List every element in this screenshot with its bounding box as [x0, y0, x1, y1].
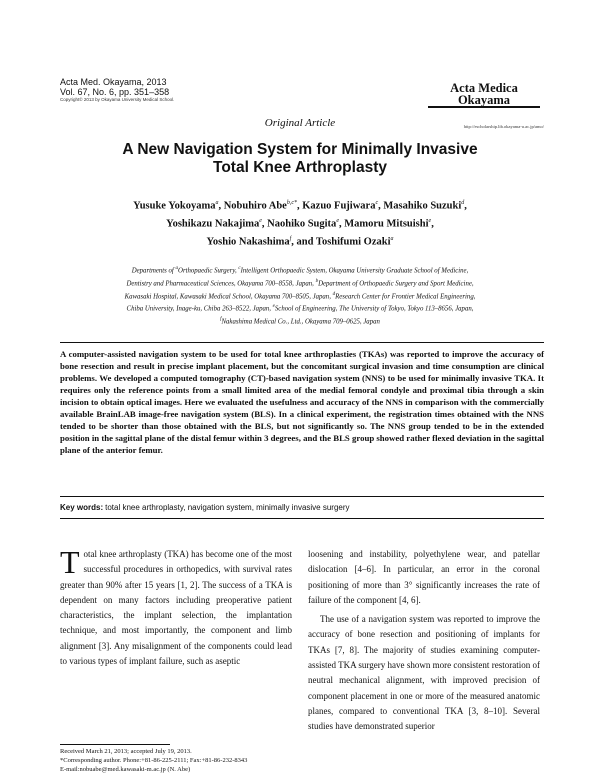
article-type: Original Article	[264, 117, 336, 129]
citation-journal-year: Acta Med. Okayama, 2013	[60, 77, 167, 87]
journal-url[interactable]: http://escholarship.lib.okayama-u.ac.jp/amo/	[463, 124, 544, 129]
journal-citation	[60, 77, 320, 103]
author-name: Toshifumi Ozaki	[315, 236, 391, 248]
author-affil-mark: e	[428, 218, 432, 224]
keywords	[60, 503, 544, 512]
affiliations	[60, 264, 540, 328]
author-affil-mark: d	[461, 200, 465, 206]
affiliation-line: Chiba University, Inage-ku, Chiba 263–8522, Japan, $^e$School of Engineering, The University of Tokyo, Tokyo 113–8656, Japan,	[126, 304, 474, 313]
affiliation-line: Dentistry and Pharmaceutical Sciences, Okayama 700–8558, Japan, $^b$Department of Orthopaedic Surgery and Sport Medicine,	[126, 278, 474, 288]
footnote-email[interactable]: E-mail:nobuabe@med.kawasaki-m.ac.jp (N. Abe)	[60, 766, 191, 773]
paper-title-line1: A New Navigation System for Minimally Invasive	[122, 141, 478, 158]
author-affil-mark: c	[375, 200, 379, 206]
abstract-top-rule	[60, 342, 544, 343]
footnote-corresponding: *Corresponding author. Phone:+81-86-225-2111; Fax:+81-86-232-8343	[60, 757, 248, 764]
body-column-right	[308, 547, 540, 735]
keywords-list: total knee arthroplasty, navigation system, minimally invasive surgery	[105, 503, 350, 512]
author-affil-mark: f	[289, 236, 292, 242]
author-list: Yusuke Yokoyama$^a$, Nobuhiro Abe$^{b,c*}$, Kazuo Fujiwara$^c$, Masahiko Suzuki$^d$, Yoshikazu Nakajima$^e$, Naohiko Sugita$^e$, Mamoru Mitsuishi$^e$, Yoshio Nakashima$^f$, and Toshifumi Ozaki$^a$	[133, 200, 467, 248]
author-affil-mark: e	[336, 218, 339, 224]
drop-cap: T	[60, 547, 80, 580]
keywords-label: Key words:	[60, 503, 104, 512]
journal-logo-line2: Okayama	[457, 93, 511, 107]
abstract-bottom-rule	[60, 496, 544, 497]
author-affil-mark: a	[215, 200, 219, 206]
affiliation-line: $^f$Nakashima Medical Co., Ltd., Okayama 709–0625, Japan	[220, 317, 380, 326]
author-name: Masahiko Suzuki	[383, 200, 462, 212]
body-paragraph: loosening and instability, polyethylene wear, and patellar dislocation [4–6]. In particular, an error in the coronal positioning of more than 3° significantly increases the rate of failure of the component [4, 6].	[308, 549, 540, 605]
journal-logo-line1: Acta Medica	[450, 81, 518, 95]
author-name: Kazuo Fujiwara	[302, 200, 376, 212]
author-name: Yoshikazu Nakajima	[166, 218, 260, 230]
journal-logo	[428, 82, 540, 108]
author-affil-mark: e	[259, 218, 262, 224]
author-affil-mark: b,c*	[286, 200, 297, 206]
abstract: A computer-assisted navigation system to be used for total knee arthroplasties (TKAs) was reported to improve the accuracy of bone resection and result in precise implant placement, but the concomitant surgical invasion and time consumption are clinical problems. We developed a computed tomography (CT)-based navigation system (NNS) to be used for minimally invasive TKA. It requires only the reference points from a small limited area of the medial femoral condyle and proximal tibia through a skin incision to obtain optical images. Here we evaluated the usefulness and accuracy of the NNS in comparison with the commercially available BrainLAB image-free navigation system (BLS). In a clinical experiment, the registration times obtained with the NNS tended to be shorter than those obtained with the BLS, but not significantly so. The NNS group tended to be in the extended position in the sagittal plane of the distal femur within 3 degrees, and the BLS group showed rather flexed deviation in the sagittal plane of the anterior femur.	[60, 349, 544, 455]
footnote-rule	[60, 744, 170, 745]
body-column-left	[60, 547, 292, 669]
citation-volume-pages: Vol. 67, No. 6, pp. 351–358	[60, 87, 170, 97]
author-affil-mark: a	[390, 236, 394, 242]
paper-title	[40, 141, 560, 177]
author-name: Yoshio Nakashima	[206, 236, 290, 248]
copyright-notice: Copyright© 2013 by Okayama University Medical School.	[60, 97, 175, 102]
author-name: Nobuhiro Abe	[223, 200, 287, 212]
body-paragraph: The use of a navigation system was reported to improve the accuracy of bone resection and positioning of implants for TKAs [7, 8]. The majority of studies examining computer-assisted TKA surgery have shown more consistent restoration of neutral mechanical alignment, with improved precision of component placement in one or more of the measured anatomic planes, compared to conventional TKA [3, 8–10]. Several studies have demonstrated superior	[308, 614, 540, 732]
body-paragraph: Total knee arthroplasty (TKA) has become one of the most successful procedures in orthopedics, with survival rates greater than 90% after 15 years [1, 2]. The success of a TKA is dependent on many factors including preoperative patient characteristics, the implant selection, the implantation technique, and most importantly, the component and limb alignment [3]. Any misalignment of the components could lead to various types of implant failure, such as aseptic	[60, 547, 292, 667]
author-name: Yusuke Yokoyama	[133, 200, 216, 212]
paper-title-line2: Total Knee Arthroplasty	[213, 159, 387, 176]
footnotes	[60, 747, 300, 774]
keywords-bottom-rule	[60, 518, 544, 519]
author-name: Mamoru Mitsuishi	[344, 218, 429, 230]
affiliation-line: Departments of $^a$Orthopaedic Surgery, $^c$Intelligent Orthopaedic System, Okayama University Graduate School of Medicine,	[131, 266, 469, 275]
footnote-received: Received March 21, 2013; accepted July 19, 2013.	[60, 748, 192, 755]
author-name: Naohiko Sugita	[267, 218, 337, 230]
affiliation-line: Kawasaki Hospital, Kawasaki Medical School, Okayama 700–8505, Japan, $^d$Research Center for Frontier Medical Engineering,	[124, 291, 476, 300]
